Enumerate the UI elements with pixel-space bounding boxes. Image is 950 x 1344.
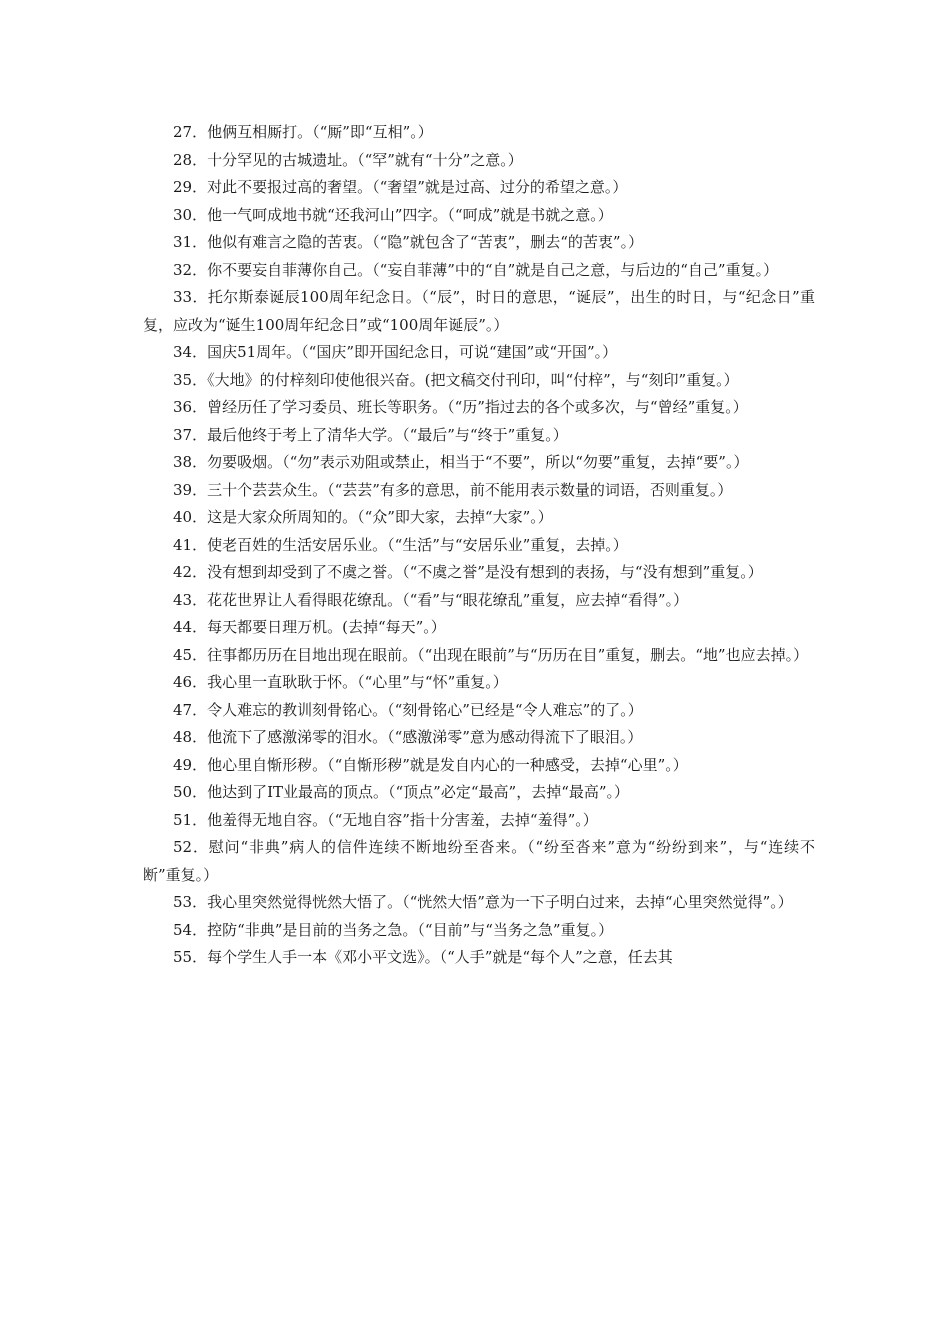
document-body <box>143 119 815 972</box>
list-item: 43．花花世界让人看得眼花缭乱。（“看”与“眼花缭乱”重复，应去掉“看得”。） <box>173 590 689 609</box>
list-item: 33．托尔斯泰诞辰100周年纪念日。（“辰”，时日的意思，“诞辰”，出生的时日，与“纪念日”重复，应改为“诞生100周年纪念日”或“100周年诞辰”。） <box>143 288 815 334</box>
list-item: 44．每天都要日理万机。(去掉“每天”。） <box>173 618 446 636</box>
list-item: 47．令人难忘的教训刻骨铭心。（“刻骨铭心”已经是“令人难忘”的了。） <box>173 700 643 719</box>
list-item: 54．控防“非典”是目前的当务之急。（“目前”与“当务之急”重复。） <box>173 920 614 939</box>
list-item: 53．我心里突然觉得恍然大悟了。（“恍然大悟”意为一下子明白过来，去掉“心里突然觉得”。） <box>173 893 793 911</box>
list-item: 49．他心里自惭形秽。（“自惭形秽”就是发自内心的一种感受，去掉“心里”。） <box>173 755 688 774</box>
list-item: 32．你不要妄自菲薄你自己。（“妄自菲薄”中的“自”就是自己之意，与后边的“自己”重复。） <box>173 260 779 279</box>
list-item: 31．他似有难言之隐的苦衷。（“隐”就包含了“苦衷”，删去“的苦衷”。） <box>173 233 644 251</box>
list-item: 29．对此不要报过高的奢望。（“奢望”就是过高、过分的希望之意。） <box>173 178 628 196</box>
list-item: 35．《大地》的付梓刻印使他很兴奋。(把文稿交付刊印，叫“付梓”，与“刻印”重复。） <box>173 370 739 389</box>
list-item: 46．我心里一直耿耿于怀。（“心里”与“怀”重复。） <box>173 673 508 691</box>
list-item: 38．勿要吸烟。（“勿”表示劝阻或禁止，相当于“不要”，所以“勿要”重复，去掉“要”。） <box>173 453 749 471</box>
list-item: 51．他羞得无地自容。（“无地自容”指十分害羞，去掉“羞得”。） <box>173 810 598 829</box>
list-item: 50．他达到了IT业最高的顶点。（“顶点”必定“最高”，去掉“最高”。） <box>173 783 630 801</box>
list-item: 34．国庆51周年。（“国庆”即开国纪念日，可说“建国”或“开国”。） <box>173 343 618 361</box>
list-item: 39．三十个芸芸众生。（“芸芸”有多的意思，前不能用表示数量的词语，否则重复。） <box>173 480 733 499</box>
list-item: 45．往事都历历在目地出现在眼前。（“出现在眼前”与“历历在目”重复，删去。“地”也应去掉。） <box>173 645 809 664</box>
list-item: 27．他俩互相厮打。（“厮”即“互相”。） <box>173 123 433 141</box>
list-item: 30．他一气呵成地书就“还我河山”四字。（“呵成”就是书就之意。） <box>173 205 613 224</box>
list-item: 41．使老百姓的生活安居乐业。（“生活”与“安居乐业”重复，去掉。） <box>173 535 628 554</box>
list-item: 52．慰问“非典”病人的信件连续不断地纷至沓来。（“纷至沓来”意为“纷纷到来”，与“连续不断”重复。） <box>143 838 815 884</box>
list-item: 55．每个学生人手一本《邓小平文选》。（“人手”就是“每个人”之意，任去其 <box>173 948 673 966</box>
list-item: 36．曾经历任了学习委员、班长等职务。（“历”指过去的各个或多次，与“曾经”重复。） <box>173 398 748 416</box>
list-item: 37．最后他终于考上了清华大学。（“最后”与“终于”重复。） <box>173 425 568 444</box>
list-item: 42．没有想到却受到了不虞之誉。（“不虞之誉”是没有想到的表扬，与“没有想到”重复。） <box>173 563 763 581</box>
list-item: 40．这是大家众所周知的。（“众”即大家，去掉“大家”。） <box>173 508 553 526</box>
list-item: 48．他流下了感激涕零的泪水。（“感激涕零”意为感动得流下了眼泪。） <box>173 728 643 746</box>
list-item: 28．十分罕见的古城遗址。（“罕”就有“十分”之意。） <box>173 150 523 169</box>
